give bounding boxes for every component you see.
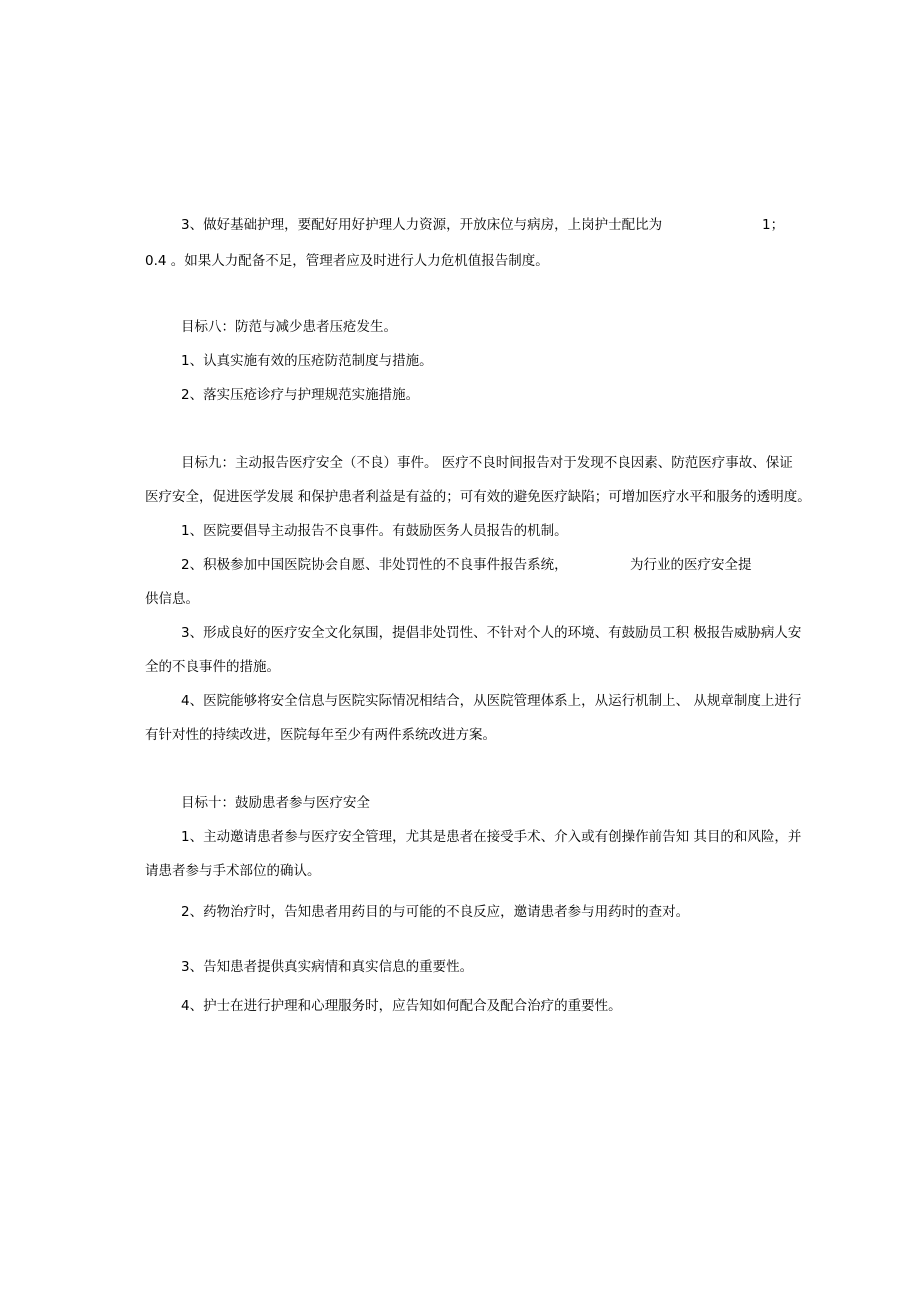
goal-10-item-4: 4、护士在进行护理和心理服务时，应告知如何配合及配合治疗的重要性。 [181, 998, 622, 1014]
goal-9-item-4-line-1: 4、医院能够将安全信息与医院实际情况相结合，从医院管理体系上，从运行机制上、 从规章制度上进行 [181, 693, 802, 709]
goal-10-item-1-line-1: 1、主动邀请患者参与医疗安全管理，尤其是患者在接受手术、介入或有创操作前告知 其目的和风险，并 [181, 829, 802, 845]
nursing-item-3-line-1: 3、做好基础护理，要配好用好护理人力资源，开放床位与病房，上岗护士配比为 [181, 217, 663, 233]
goal-9-item-3-line-2: 全的不良事件的措施。 [145, 659, 280, 675]
goal-9-item-1: 1、医院要倡导主动报告不良事件。有鼓励医务人员报告的机制。 [181, 523, 568, 539]
goal-8-item-1: 1、认真实施有效的压疮防范制度与措施。 [181, 353, 433, 369]
nursing-item-3-line-2: 0.4 。如果人力配备不足，管理者应及时进行人力危机值报告制度。 [145, 253, 549, 269]
nursing-ratio-value: 1； [762, 217, 785, 233]
goal-9-item-2-part-1: 2、积极参加中国医院协会自愿、非处罚性的不良事件报告系统， [181, 557, 568, 573]
goal-10-item-3: 3、告知患者提供真实病情和真实信息的重要性。 [181, 959, 474, 975]
goal-9-heading-line-1: 目标九：主动报告医疗安全（不良）事件。 医疗不良时间报告对于发现不良因素、防范医疗事故、保证 [181, 455, 793, 471]
goal-8-item-2: 2、落实压疮诊疗与护理规范实施措施。 [181, 387, 420, 403]
goal-9-item-4-line-2: 有针对性的持续改进，医院每年至少有两件系统改进方案。 [145, 727, 496, 743]
goal-9-item-3-line-1: 3、形成良好的医疗安全文化氛围，提倡非处罚性、不针对个人的环境、有鼓励员工积 极报告威胁病人安 [181, 625, 802, 641]
goal-10-heading: 目标十：鼓励患者参与医疗安全 [181, 795, 370, 811]
goal-10-item-1-line-2: 请患者参与手术部位的确认。 [145, 863, 321, 879]
goal-10-item-2: 2、药物治疗时，告知患者用药目的与可能的不良反应，邀请患者参与用药时的查对。 [181, 904, 690, 920]
goal-9-heading-line-2: 医疗安全，促进医学发展 和保护患者利益是有益的；可有效的避免医疗缺陷；可增加医疗水平和服务的透明度。 [145, 489, 811, 505]
goal-9-item-2-line-2: 供信息。 [145, 591, 199, 607]
goal-9-item-2-part-2: 为行业的医疗安全提 [630, 557, 752, 573]
goal-8-heading: 目标八：防范与减少患者压疮发生。 [181, 319, 397, 335]
